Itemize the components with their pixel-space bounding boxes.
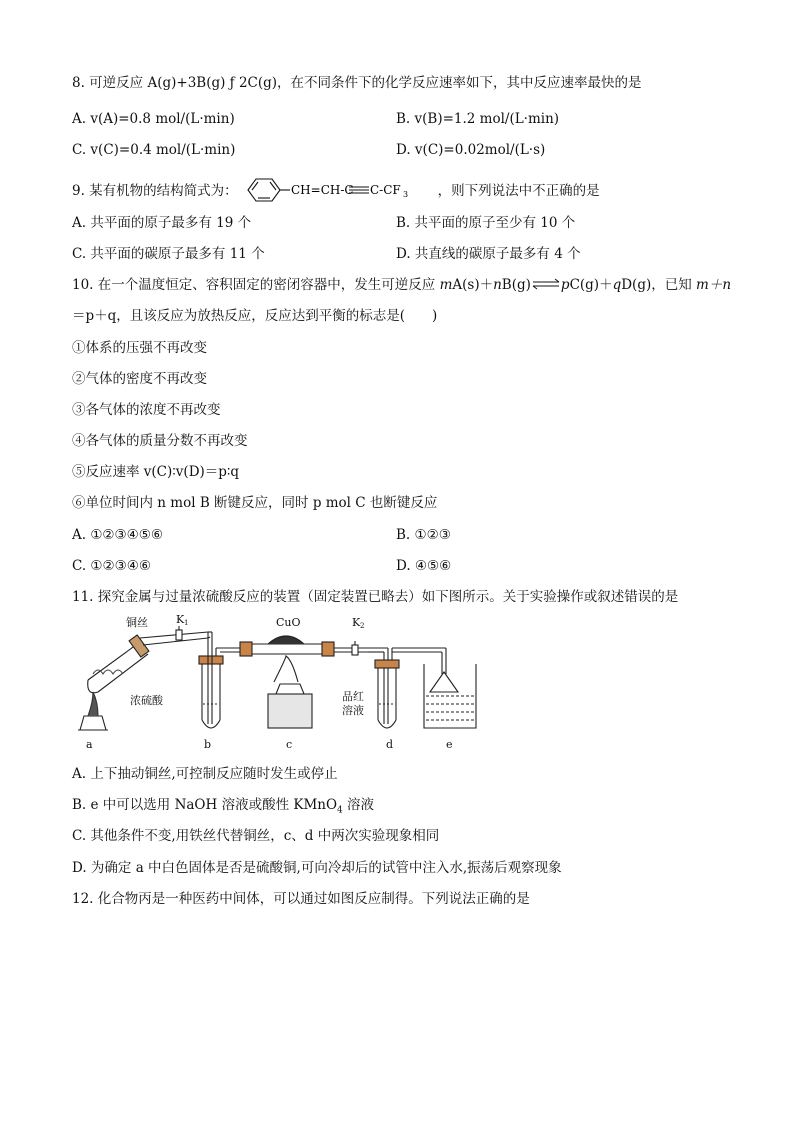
q9-option-b: B. 共平面的原子至少有 10 个 <box>396 215 576 231</box>
beaker-e <box>424 648 476 728</box>
q10-option-a: A. ①②③④⑤⑥ <box>72 527 163 543</box>
benzene-ring <box>248 179 290 201</box>
q9-chain-end: C-CF <box>369 183 401 197</box>
q10-item-5: ⑤反应速率 v(C)∶v(D)＝p∶q <box>72 464 240 480</box>
q11-option-c: C. 其他条件不变,用铁丝代替铜丝，c、d 中两次实验现象相同 <box>72 828 440 844</box>
q11-option-a: A. 上下抽动铜丝,可控制反应随时发生或停止 <box>72 766 338 782</box>
q10-item-2: ②气体的密度不再改变 <box>72 371 207 387</box>
label-conc-acid: 浓硫酸 <box>130 694 163 707</box>
q9-chain-text: CH=CH-C <box>290 183 354 197</box>
q10-coef-p: p <box>560 277 570 293</box>
q10-item-1: ①体系的压强不再改变 <box>72 340 207 356</box>
q11-option-b-text: B. e 中可以选用 NaOH 溶液或酸性 KMnO <box>72 797 338 813</box>
q8-option-b: B. v(B)=1.2 mol/(L·min) <box>396 111 560 127</box>
q11-option-b-sub: 4 <box>337 805 343 816</box>
q11-option-b <box>72 796 374 820</box>
tube-a <box>88 635 210 693</box>
q9-structure-formula <box>238 177 438 203</box>
q10-item-4: ④各气体的质量分数不再改变 <box>72 433 248 449</box>
q11-apparatus-diagram <box>68 612 488 752</box>
label-a: a <box>86 738 93 751</box>
q10-coef-q: q <box>612 277 622 293</box>
q10-item-6: ⑥单位时间内 n mol B 断键反应，同时 p mol C 也断键反应 <box>72 495 438 511</box>
q10-coef-n: n <box>493 277 502 293</box>
q10-item-3: ③各气体的浓度不再改变 <box>72 402 221 418</box>
label-c: c <box>286 738 293 751</box>
tube-b <box>199 632 240 728</box>
q12-stem: 12. 化合物丙是一种医药中间体，可以通过如图反应制得。下列说法正确的是 <box>72 891 530 907</box>
burner-c <box>268 656 312 728</box>
q8-stem: 8. 可逆反应 A(g)+3B(g) ƒ 2C(g)，在不同条件下的化学反应速率如下，其中反应速率最快的是 <box>72 75 642 91</box>
q10-product-d: D(g)，已知 <box>621 277 697 293</box>
label-k2-sub: 2 <box>360 622 365 630</box>
q8-option-a: A. v(A)=0.8 mol/(L·min) <box>72 111 235 127</box>
q10-option-c: C. ①②③④⑥ <box>72 558 151 574</box>
valve-k1 <box>176 626 182 640</box>
label-b: b <box>204 738 212 751</box>
label-e: e <box>446 738 453 751</box>
q9-option-d: D. 共直线的碳原子最多有 4 个 <box>396 246 581 262</box>
q10-reactant-b: B(g) <box>501 277 531 293</box>
valve-k2 <box>352 641 358 655</box>
q10-option-b: B. ①②③ <box>396 527 451 543</box>
q8-option-c: C. v(C)=0.4 mol/(L·min) <box>72 142 236 158</box>
q9-option-c: C. 共平面的碳原子最多有 11 个 <box>72 246 265 262</box>
combustion-tube-c <box>240 636 368 656</box>
label-copper-wire: 铜丝 <box>126 616 148 629</box>
q9-stem-post: ，则下列说法中不正确的是 <box>437 183 600 199</box>
q10-product-c: C(g)＋ <box>569 277 613 293</box>
q10-coef-m: m <box>439 277 453 293</box>
q11-option-d: D. 为确定 a 中白色固体是否是硫酸铜,可向冷却后的试管中注入水,振荡后观察现象 <box>72 860 562 876</box>
q9-subscript-3: 3 <box>402 190 408 199</box>
q10-stem-text: 10. 在一个温度恒定、容积固定的密闭容器中，发生可逆反应 <box>72 277 440 293</box>
burner-a <box>78 692 108 730</box>
q10-condition-mn: m＋n <box>696 277 732 293</box>
label-k2: K <box>352 616 361 629</box>
label-cuo: CuO <box>276 616 301 629</box>
q10-stem-line2: ＝p＋q，且该反应为放热反应，反应达到平衡的标志是( ) <box>72 308 438 324</box>
equilibrium-arrow-icon <box>531 278 561 290</box>
q10-reactant-a: A(s)＋ <box>452 277 494 293</box>
q9-option-a: A. 共平面的原子最多有 19 个 <box>72 215 252 231</box>
label-pinred-1: 品红 <box>342 690 364 703</box>
q10-stem-line1 <box>72 276 731 294</box>
label-d: d <box>386 738 394 751</box>
label-pinred-2: 溶液 <box>342 704 364 717</box>
q9-stem <box>72 177 600 203</box>
q8-option-d: D. v(C)=0.02mol/(L·s) <box>396 142 546 158</box>
q9-stem-pre: 9. 某有机物的结构简式为： <box>72 183 238 199</box>
q11-option-b-post: 溶液 <box>342 797 375 813</box>
q10-option-d: D. ④⑤⑥ <box>396 558 452 574</box>
q11-stem: 11. 探究金属与过量浓硫酸反应的装置（固定装置已略去）如下图所示。关于实验操作或叙述错误的是 <box>72 589 679 605</box>
label-k1-sub: 1 <box>184 619 189 627</box>
label-k1: K <box>176 613 185 626</box>
